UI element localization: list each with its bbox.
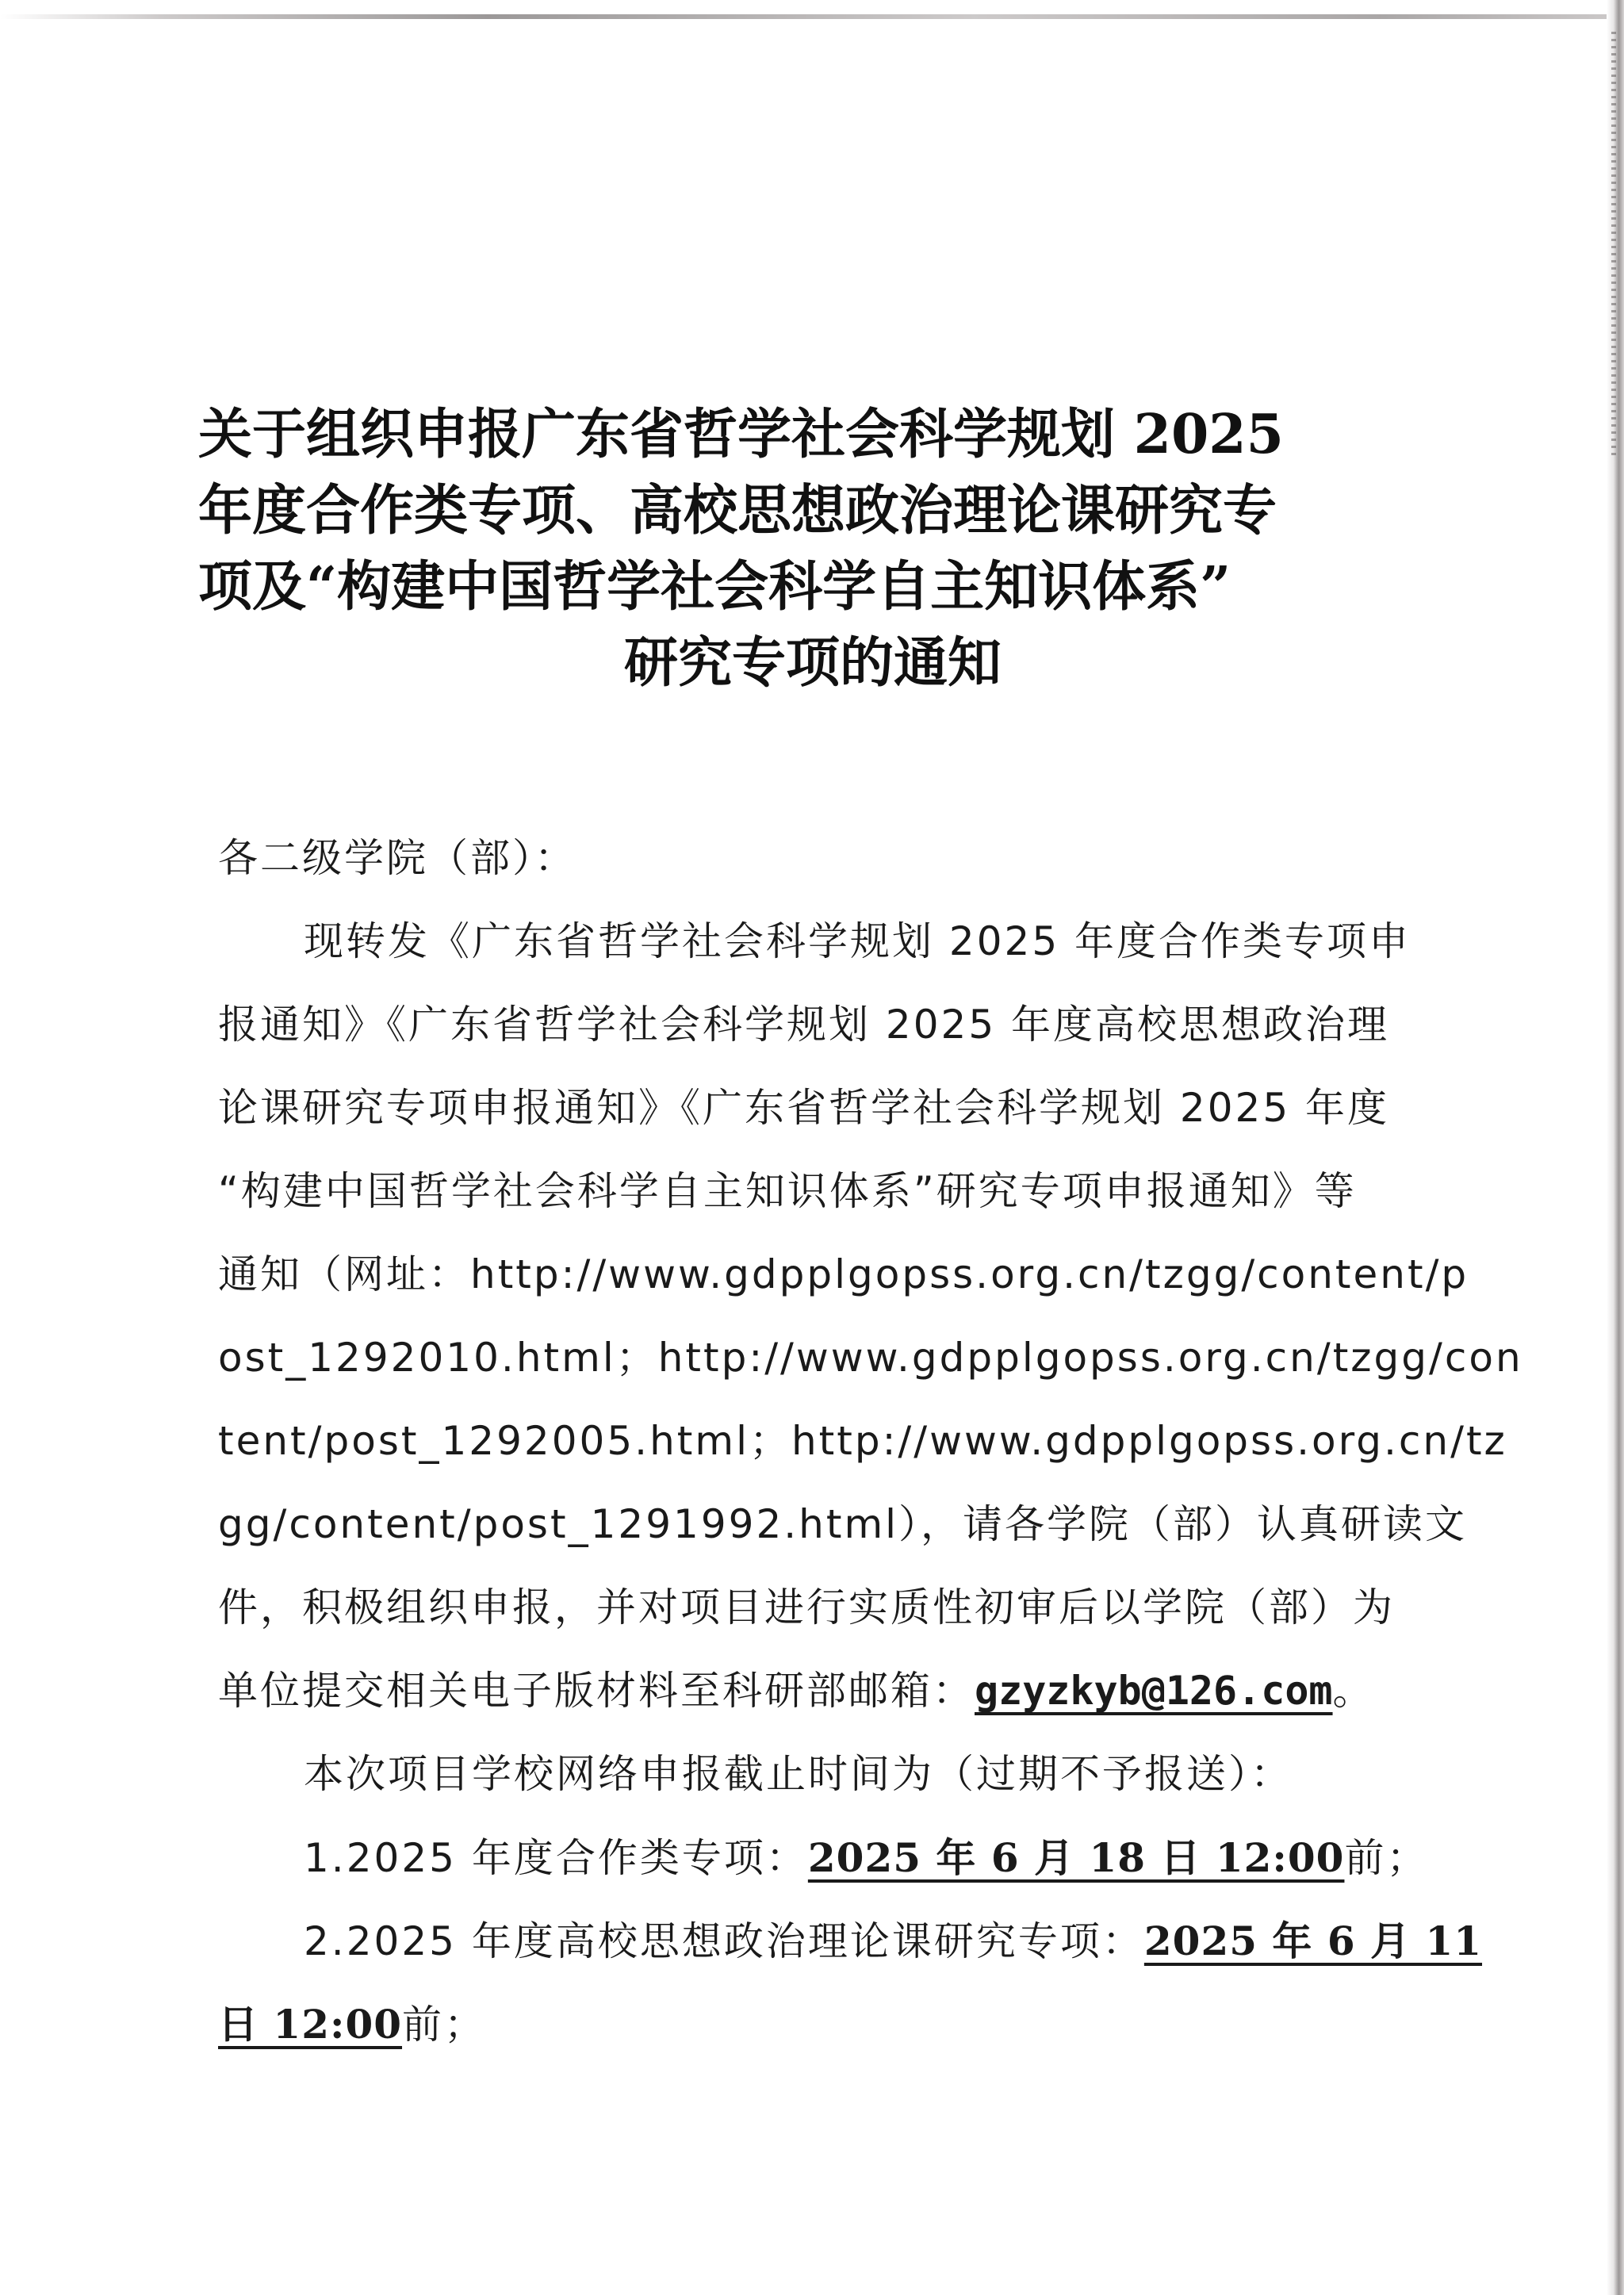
deadline-item-2 [218, 1899, 1483, 1983]
notice-title [198, 397, 1427, 701]
deadline-item-1-suffix: 前； [1344, 1835, 1429, 1881]
body-line-9: 件，积极组织申报，并对项目进行实质性初审后以学院（部）为 [218, 1584, 1395, 1630]
body-line-6: ost_1292010.html；http://www.gdpplgopss.org.cn/tzgg/con [218, 1335, 1523, 1381]
deadline-item-1-date: 2025 年 6 月 18 日 12:00 [807, 1834, 1345, 1881]
title-line-1: 关于组织申报广东省哲学社会科学规划 2025 [198, 403, 1284, 466]
period-mark: 。 [1332, 1668, 1375, 1714]
body-line-1: 现转发《广东省哲学社会科学规划 2025 年度合作类专项申 [304, 918, 1411, 964]
deadline-item-2-continued [218, 1983, 1439, 2066]
body-line-8: gg/content/post_1291992.html），请各学院（部）认真研读文 [218, 1501, 1468, 1547]
body-line-2: 报通知》《广东省哲学社会科学规划 2025 年度高校思想政治理 [218, 1002, 1390, 1048]
salutation: 各二级学院（部）： [218, 835, 576, 881]
deadline-item-2-date-part1: 2025 年 6 月 11 [1143, 1918, 1483, 1964]
body-line-7: tent/post_1292005.html；http://www.gdpplgopss.org.cn/tz [218, 1418, 1507, 1464]
body-line-10 [218, 1649, 1439, 1733]
deadline-item-1 [218, 1816, 1439, 1899]
body-line-3: 论课研究专项申报通知》《广东省哲学社会科学规划 2025 年度 [218, 1085, 1390, 1131]
deadline-item-2-date-part2: 日 12:00 [218, 2001, 403, 2048]
email-address: gzyzkyb@126.com [975, 1668, 1333, 1714]
deadline-item-1-label: 1.2025 年度合作类专项： [304, 1835, 808, 1881]
deadline-item-2-label: 2.2025 年度高校思想政治理论课研究专项： [304, 1918, 1144, 1964]
notice-body [218, 817, 1523, 2066]
submission-text: 单位提交相关电子版材料至科研部邮箱： [218, 1668, 975, 1714]
deadline-item-2-suffix: 前； [402, 2002, 487, 2048]
title-line-2: 年度合作类专项、高校思想政治理论课研究专 [198, 479, 1277, 542]
body-line-5: 通知（网址：http://www.gdpplgopss.org.cn/tzgg/content/p [218, 1251, 1469, 1297]
title-line-3: 项及“构建中国哲学社会科学自主知识体系” [198, 555, 1231, 619]
body-line-4: “构建中国哲学社会科学自主知识体系”研究专项申报通知》等 [218, 1168, 1357, 1214]
title-line-4: 研究专项的通知 [623, 631, 1002, 695]
scan-artifact-edge [1607, 0, 1624, 2295]
deadline-intro: 本次项目学校网络申报截止时间为（过期不予报送）： [304, 1751, 1293, 1797]
scan-artifact-top [0, 14, 1624, 19]
